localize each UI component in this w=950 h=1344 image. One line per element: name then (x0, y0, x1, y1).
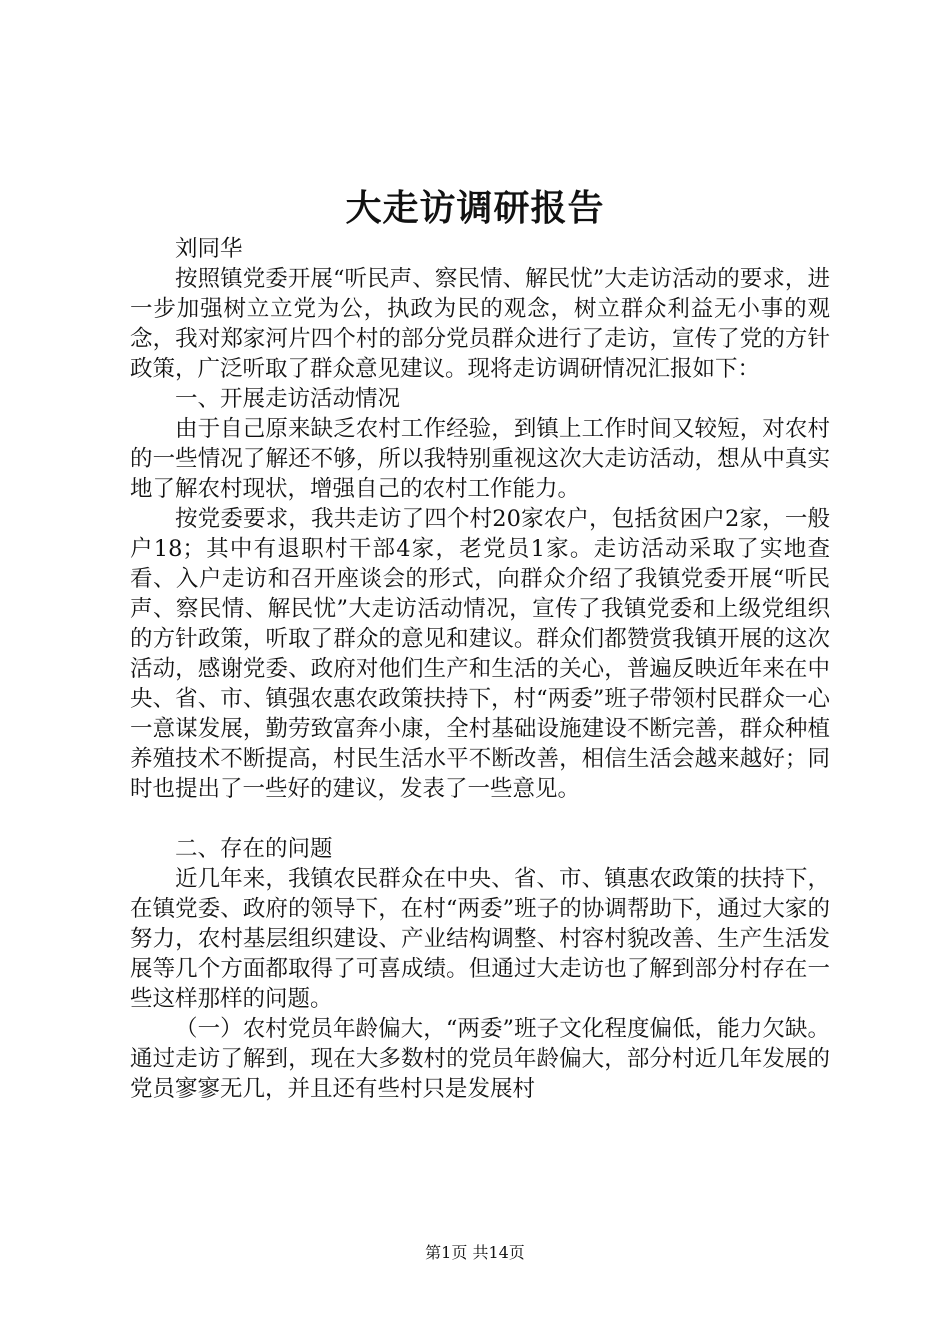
page-footer: 第1页 共14页 (425, 1243, 525, 1262)
section-heading-1: 一、开展走访活动情况 (175, 386, 401, 412)
section-heading-2: 二、存在的问题 (175, 836, 333, 862)
author-line: 刘同华 (175, 236, 243, 262)
paragraph-problem-1: （一）农村党员年龄偏大，“两委”班子文化程度偏低，能力欠缺。通过走访了解到，现在大多数村的党员年龄偏大，部分村近几年发展的党员寥寥无几，并且还有些村只是发展村 (130, 1016, 830, 1102)
paragraph-experience: 由于自己原来缺乏农村工作经验，到镇上工作时间又较短，对农村的一些情况了解还不够，所以我特别重视这次大走访活动，想从中真实地了解农村现状，增强自己的农村工作能力。 (130, 416, 830, 502)
document-title: 大走访调研报告 (345, 187, 605, 229)
paragraph-visits: 按党委要求，我共走访了四个村20家农户，包括贫困户2家，一般户18；其中有退职村干部4家，老党员1家。走访活动采取了实地查看、入户走访和召开座谈会的形式，向群众介绍了我镇党委开展“听民声、察民情、解民忧”大走访活动情况，宣传了我镇党委和上级党组织的方针政策，听取了群众的意见和建议。群众们都赞赏我镇开展的这次活动，感谢党委、政府对他们生产和生活的关心，普遍反映近年来在中央、省、市、镇强农惠农政策扶持下，村“两委”班子带领村民群众一心一意谋发展，勤劳致富奔小康，全村基础设施建设不断完善，群众种植养殖技术不断提高，村民生活水平不断改善，相信生活会越来越好；同时也提出了一些好的建议，发表了一些意见。 (130, 506, 830, 802)
paragraph-problems: 近几年来，我镇农民群众在中央、省、市、镇惠农政策的扶持下，在镇党委、政府的领导下，在村“两委”班子的协调帮助下，通过大家的努力，农村基层组织建设、产业结构调整、村容村貌改善、生产生活发展等几个方面都取得了可喜成绩。但通过大走访也了解到部分村存在一些这样那样的问题。 (130, 866, 830, 1012)
paragraph-intro: 按照镇党委开展“听民声、察民情、解民忧”大走访活动的要求，进一步加强树立立党为公，执政为民的观念，树立群众利益无小事的观念，我对郑家河片四个村的部分党员群众进行了走访，宣传了党的方针政策，广泛听取了群众意见建议。现将走访调研情况汇报如下： (130, 266, 830, 382)
document-body (130, 234, 830, 1104)
